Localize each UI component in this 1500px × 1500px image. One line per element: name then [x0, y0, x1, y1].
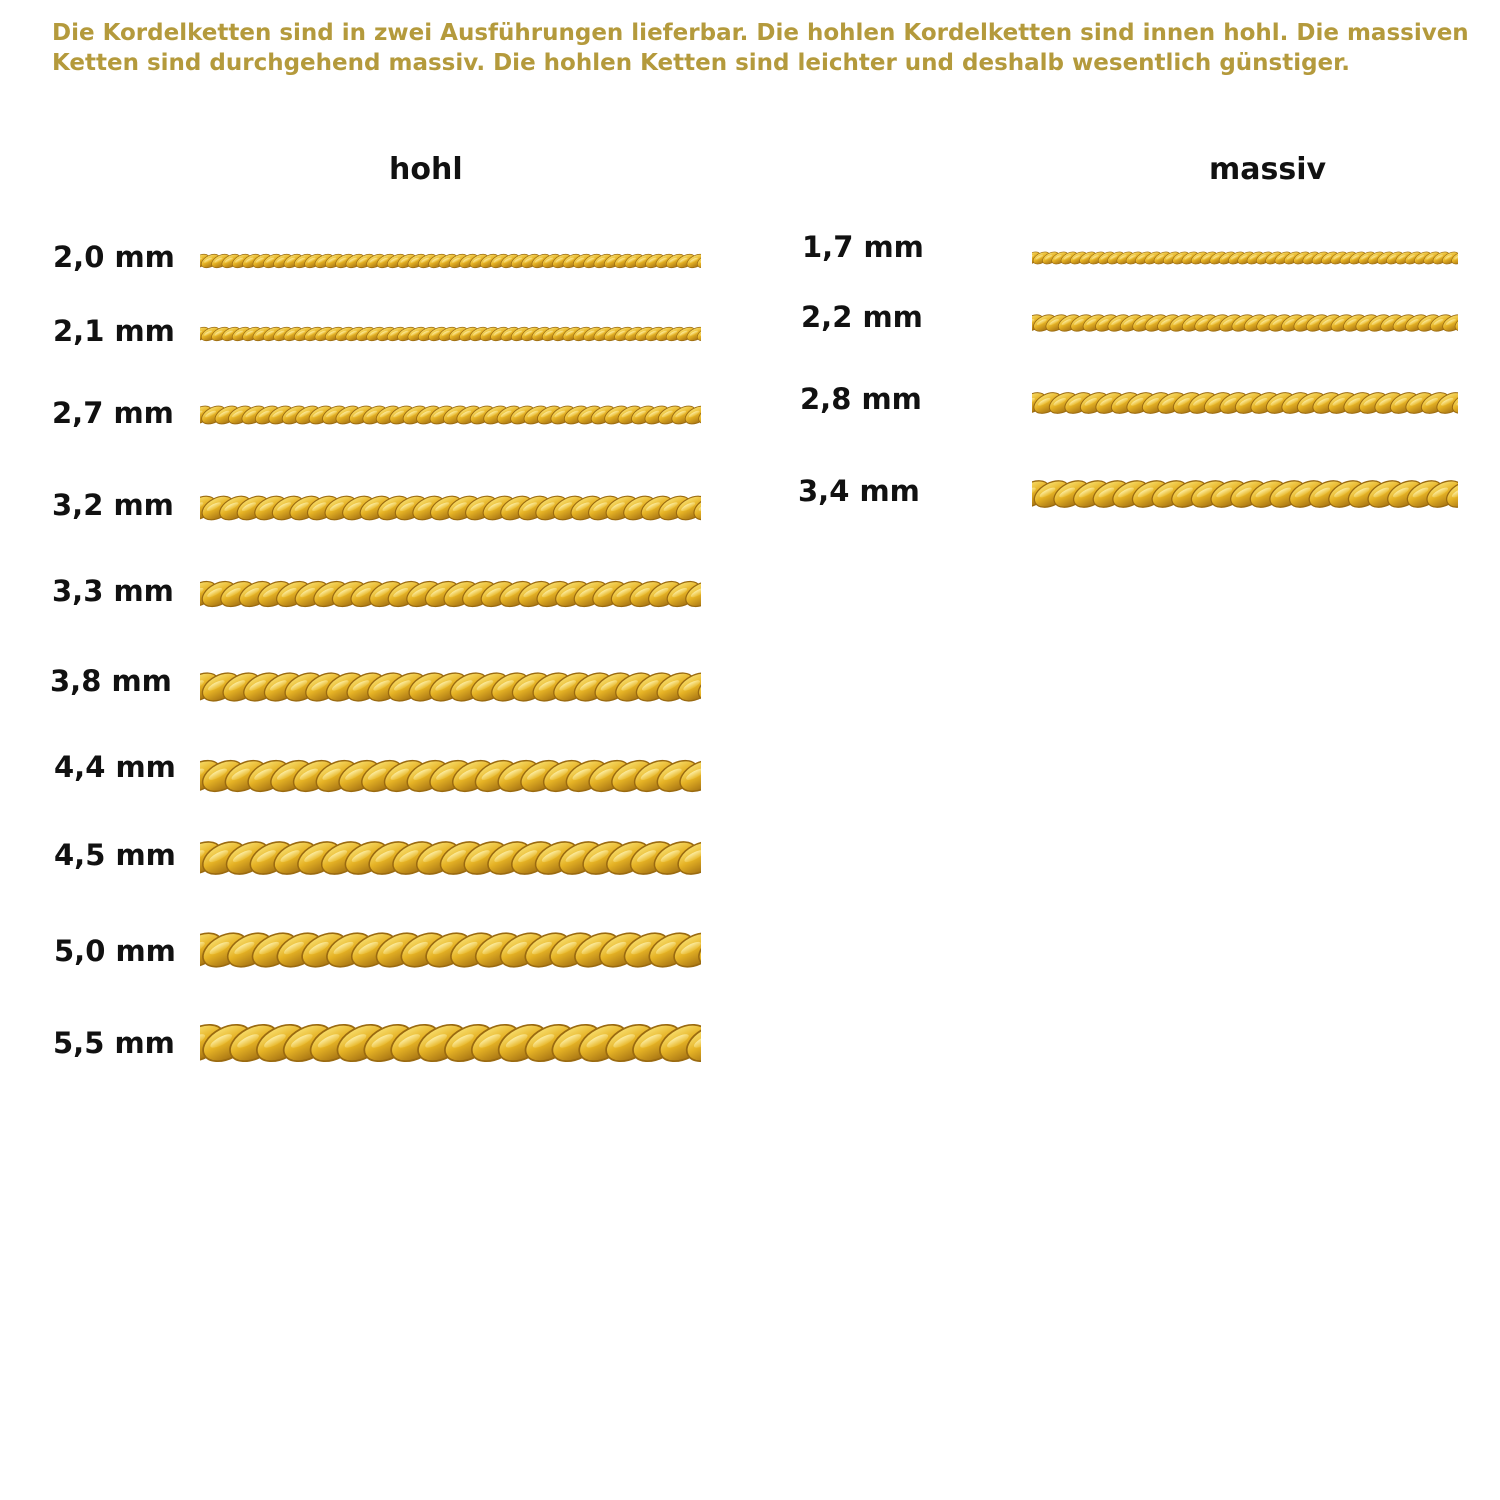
- size-label: 5,5 mm: [53, 1026, 175, 1060]
- rope-chain-icon: [1032, 475, 1458, 513]
- rope-chain-icon: [200, 402, 701, 428]
- rope-chain-icon: [200, 754, 701, 798]
- rope-chain-icon: [200, 835, 701, 881]
- rope-chain-icon: [1032, 311, 1458, 335]
- hohl-heading: hohl: [389, 152, 463, 187]
- rope-chain-icon: [200, 324, 701, 344]
- rope-chain-icon: [200, 491, 701, 525]
- massiv-heading: massiv: [1209, 152, 1327, 187]
- rope-chain-icon: [1032, 249, 1458, 267]
- size-label: 2,8 mm: [800, 382, 922, 416]
- size-label: 4,5 mm: [54, 838, 176, 872]
- size-label: 3,4 mm: [798, 474, 920, 508]
- size-label: 1,7 mm: [802, 230, 924, 264]
- rope-chain-icon: [200, 926, 701, 974]
- intro-line-1: Die Kordelketten sind in zwei Ausführungen lieferbar. Die hohlen Kordelketten sind innen hohl. Die massiven: [52, 20, 1469, 46]
- rope-chain-icon: [200, 1017, 701, 1069]
- size-label: 4,4 mm: [54, 750, 176, 784]
- size-label: 3,3 mm: [52, 574, 174, 608]
- size-label: 2,7 mm: [52, 396, 174, 430]
- intro-text: [52, 18, 1472, 78]
- size-label: 3,2 mm: [52, 488, 174, 522]
- rope-chain-icon: [200, 251, 701, 271]
- rope-chain-icon: [1032, 388, 1458, 418]
- size-label: 5,0 mm: [54, 934, 176, 968]
- intro-line-2: Ketten sind durchgehend massiv. Die hohlen Ketten sind leichter und deshalb wesentlich günstiger.: [52, 50, 1350, 76]
- size-label: 2,2 mm: [801, 300, 923, 334]
- size-label: 2,1 mm: [53, 314, 175, 348]
- size-label: 3,8 mm: [50, 664, 172, 698]
- size-label: 2,0 mm: [53, 240, 175, 274]
- rope-chain-icon: [200, 576, 701, 612]
- rope-chain-icon: [200, 667, 701, 707]
